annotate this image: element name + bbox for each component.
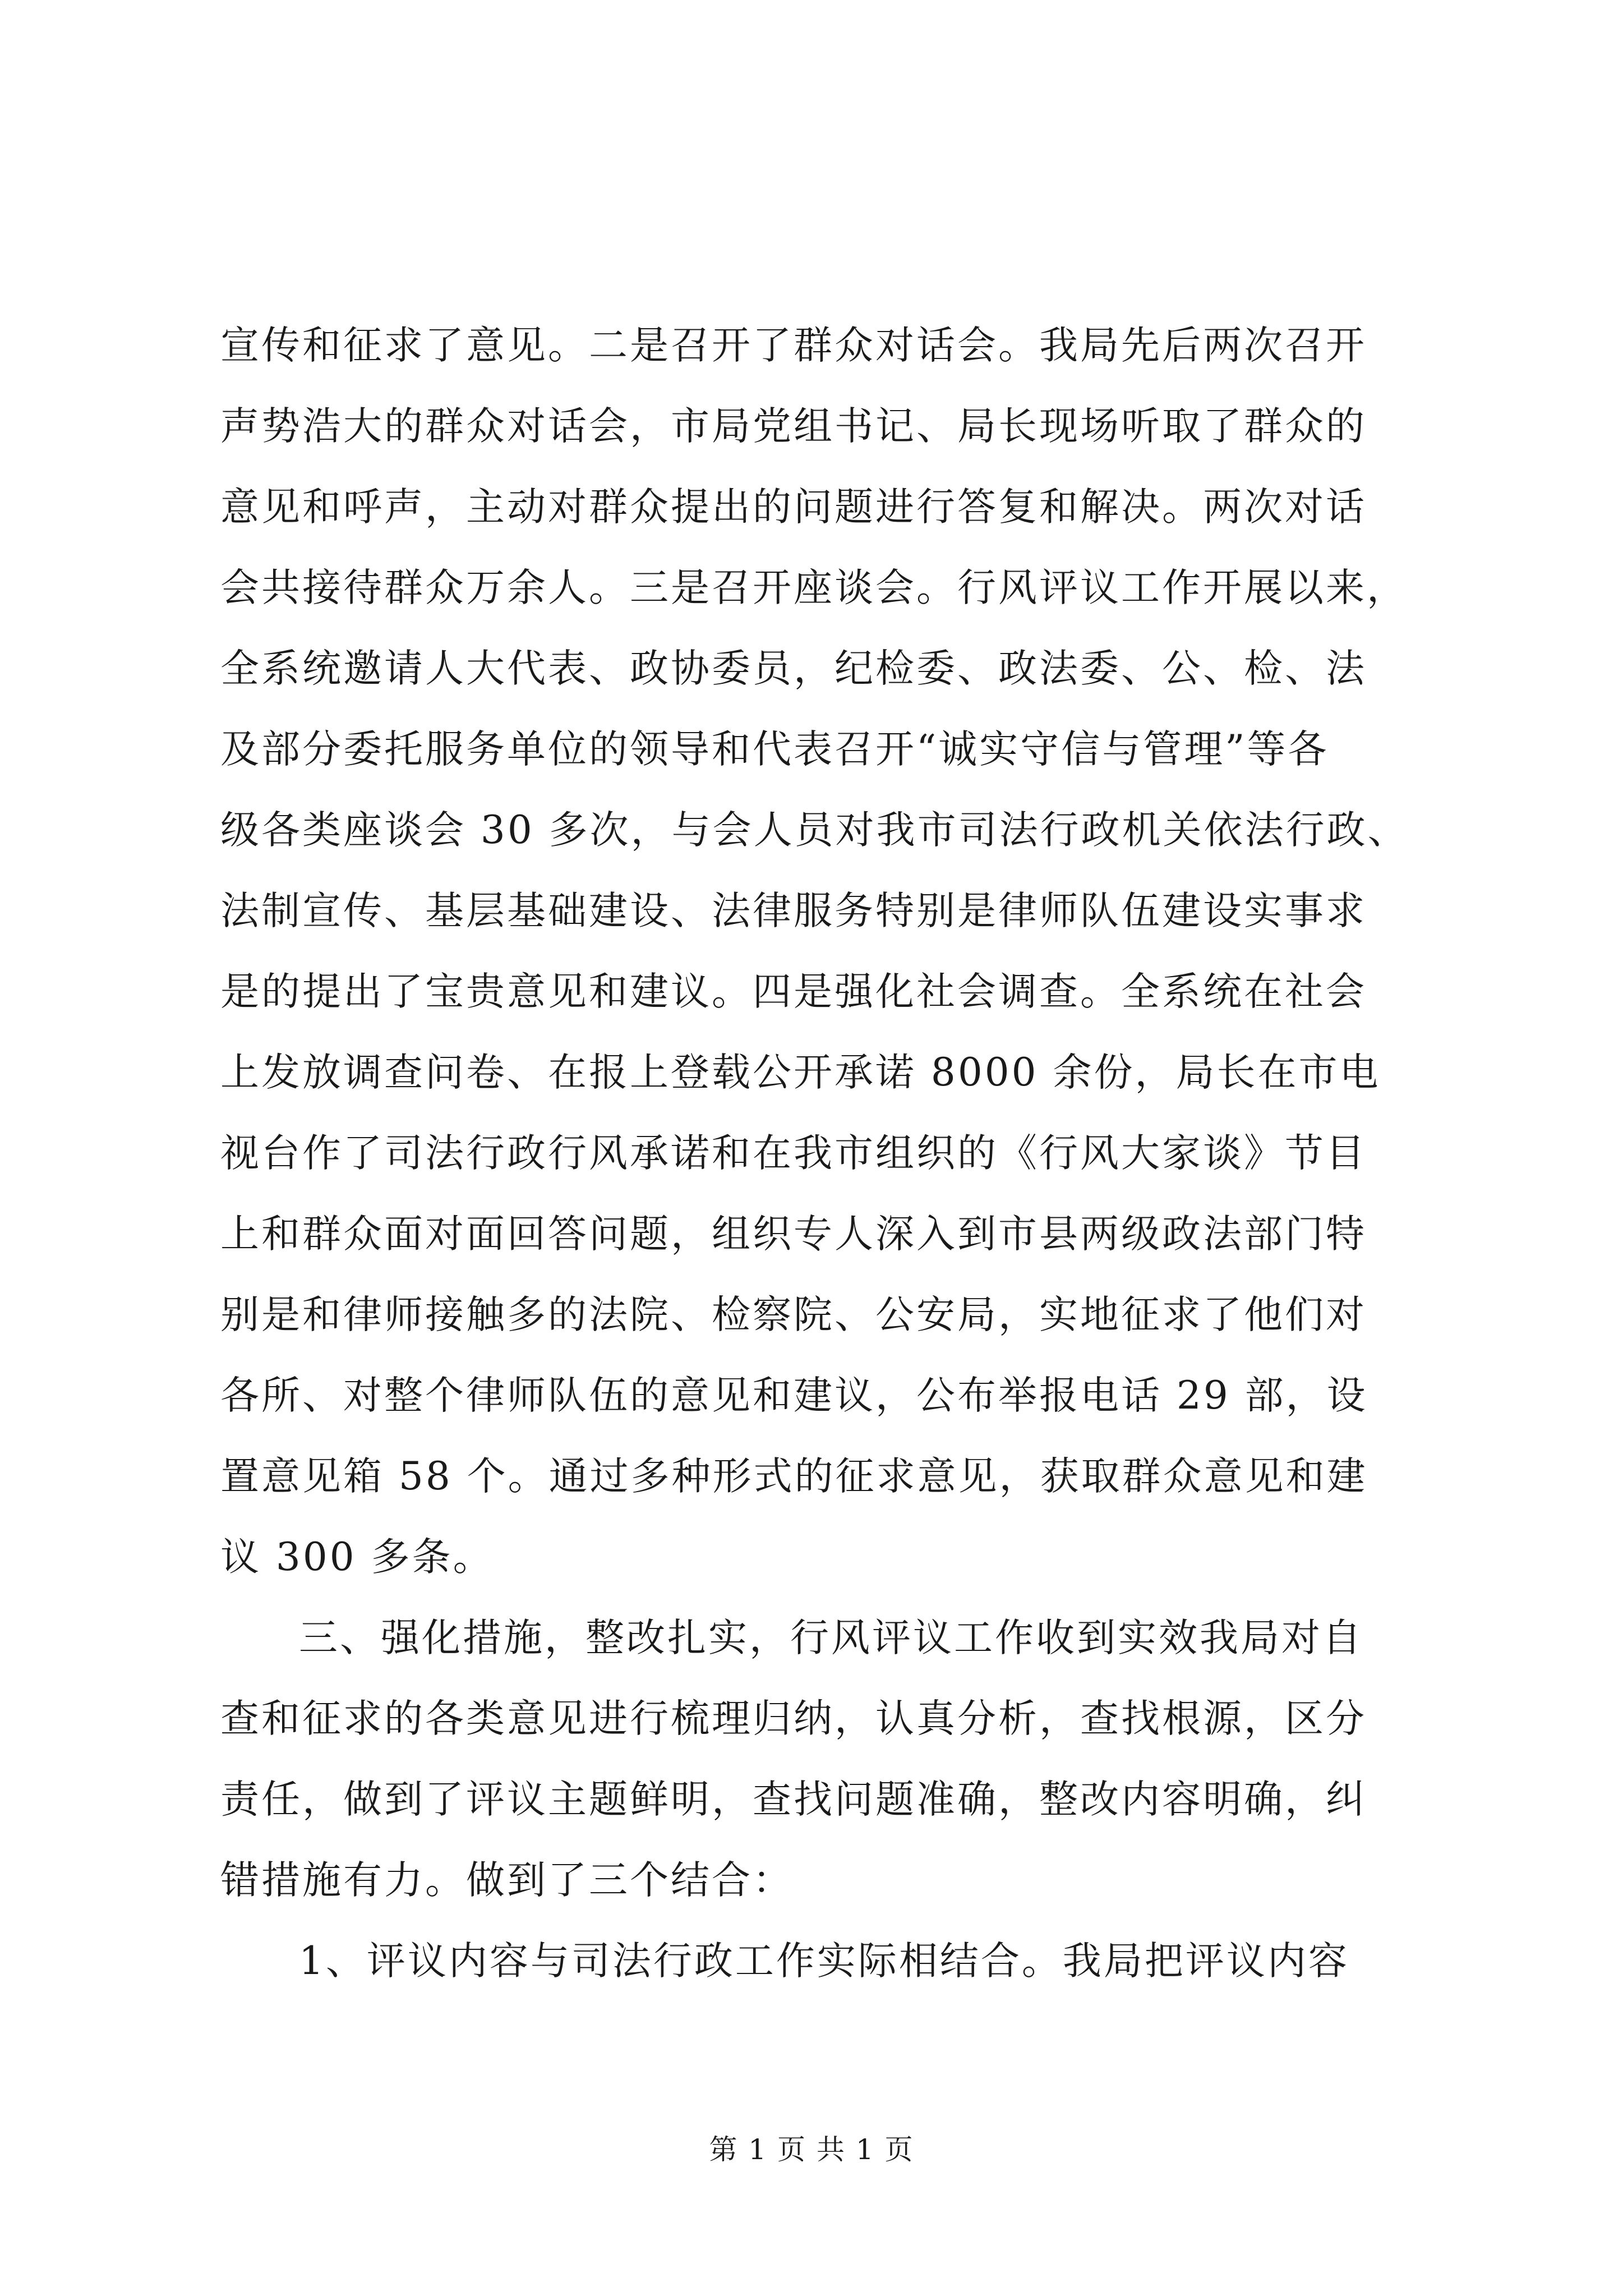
text-line: 法制宣传、基层基础建设、法律服务特别是律师队伍建设实事求 [220, 889, 1367, 933]
text-line: 会共接待群众万余人。三是召开座谈会。行风评议工作开展以来， [220, 565, 1408, 610]
text-line: 置意见箱 58 个。通过多种形式的征求意见，获取群众意见和建 [220, 1454, 1368, 1499]
section-heading-line: 三、强化措施，整改扎实，行风评议工作收到实效我局对自 [299, 1616, 1363, 1660]
document-body [220, 305, 1415, 2001]
list-item-line: 1、评议内容与司法行政工作实际相结合。我局把评议内容 [299, 1939, 1349, 1984]
page-number: 第 1 页 共 1 页 [709, 2133, 914, 2166]
text-line: 宣传和征求了意见。二是召开了群众对话会。我局先后两次召开 [220, 323, 1367, 368]
text-line: 意见和呼声，主动对群众提出的问题进行答复和解决。两次对话 [220, 485, 1367, 530]
text-line: 上和群众面对面回答问题，组织专人深入到市县两级政法部门特 [220, 1212, 1367, 1257]
text-line: 别是和律师接触多的法院、检察院、公安局，实地征求了他们对 [220, 1292, 1367, 1337]
text-line: 责任，做到了评议主题鲜明，查找问题准确，整改内容明确，纠 [220, 1777, 1367, 1822]
text-line: 是的提出了宝贵意见和建议。四是强化社会调查。全系统在社会 [220, 969, 1367, 1014]
text-line: 议 300 多条。 [220, 1535, 494, 1580]
text-line: 声势浩大的群众对话会，市局党组书记、局长现场听取了群众的 [220, 404, 1367, 449]
text-line: 上发放调查问卷、在报上登载公开承诺 8000 余份，局长在市电 [220, 1050, 1381, 1095]
text-line: 全系统邀请人大代表、政协委员，纪检委、政法委、公、检、法 [220, 646, 1367, 691]
page-footer [0, 2127, 1623, 2168]
text-line: 各所、对整个律师队伍的意见和建议，公布举报电话 29 部，设 [220, 1373, 1368, 1418]
text-line: 及部分委托服务单位的领导和代表召开“诚实守信与管理”等各 [220, 727, 1329, 772]
text-line: 查和征求的各类意见进行梳理归纳，认真分析，查找根源，区分 [220, 1696, 1367, 1741]
text-line: 错措施有力。做到了三个结合： [220, 1858, 794, 1903]
text-line: 级各类座谈会 30 多次，与会人员对我市司法行政机关依法行政、 [220, 808, 1409, 853]
text-line: 视台作了司法行政行风承诺和在我市组织的《行风大家谈》节目 [220, 1131, 1367, 1176]
